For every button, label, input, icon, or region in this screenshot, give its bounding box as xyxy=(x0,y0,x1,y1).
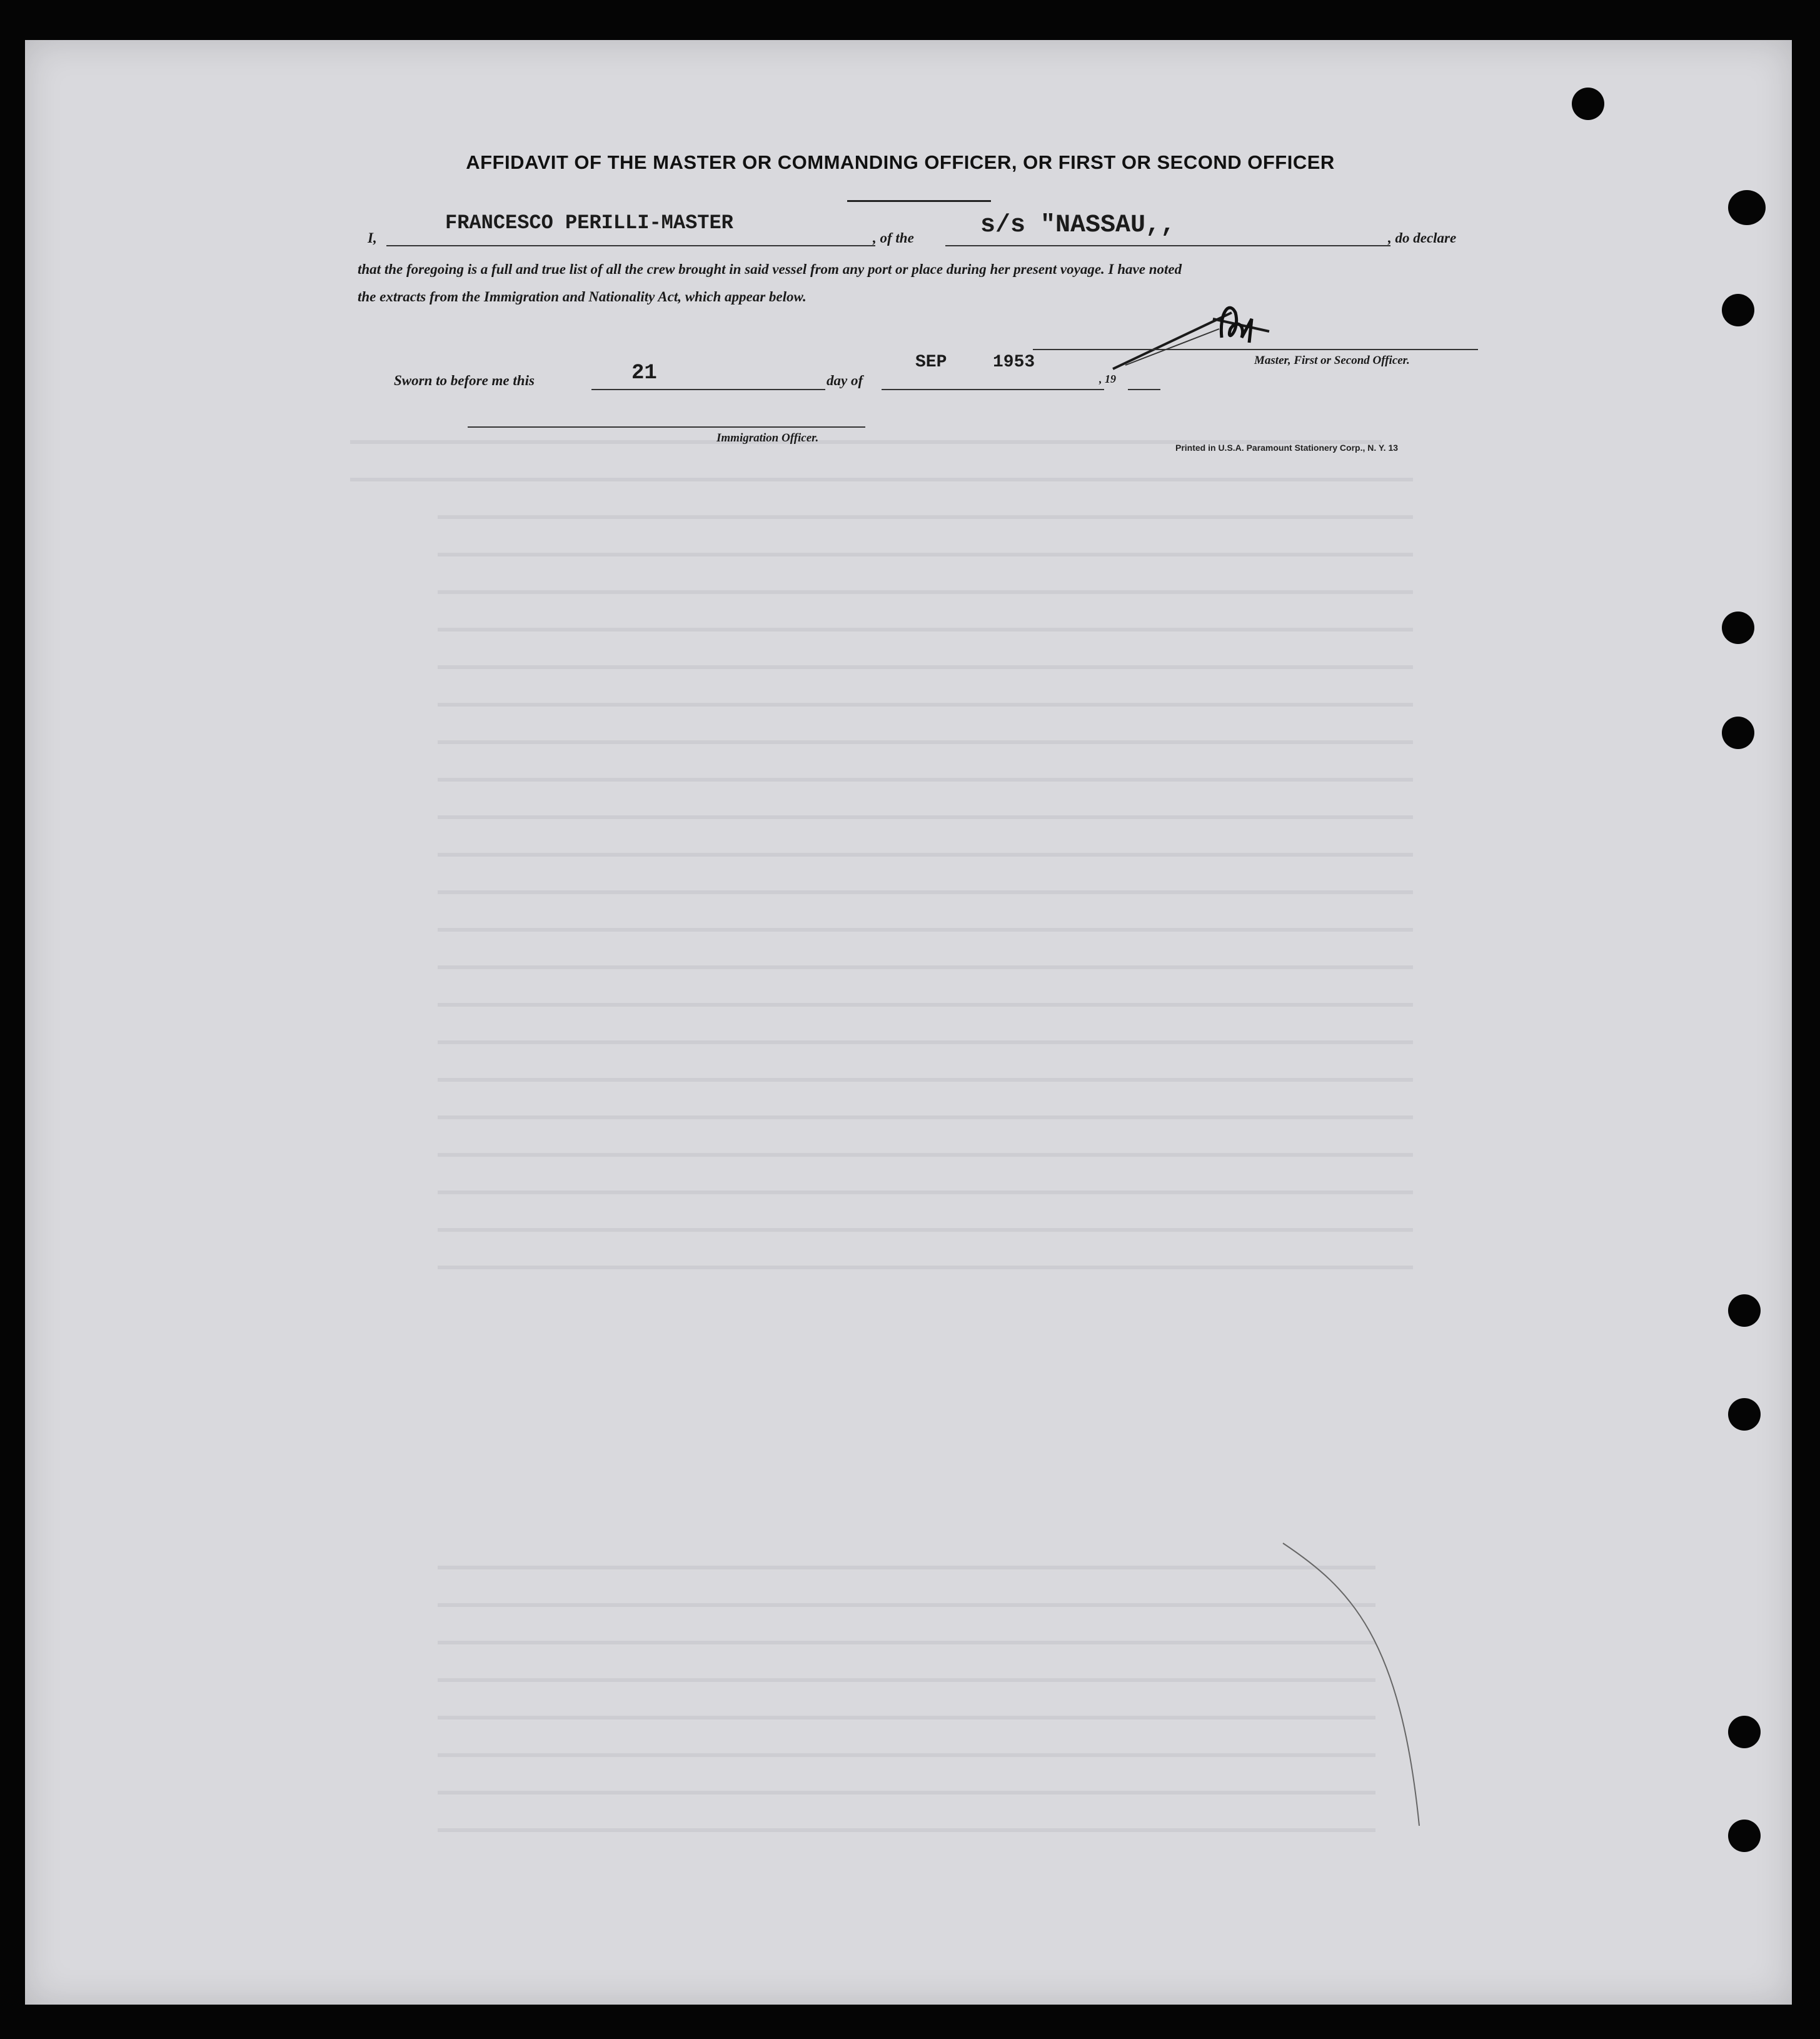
officer-caption: Immigration Officer. xyxy=(716,431,819,445)
document-page xyxy=(25,40,1792,2005)
title-underline xyxy=(847,200,991,202)
line1-of-the: , of the xyxy=(873,230,914,246)
master-name-rule xyxy=(386,245,875,246)
vessel-name: s/s "NASSAU,, xyxy=(980,211,1176,239)
punch-hole xyxy=(1728,1820,1761,1852)
signature-rule xyxy=(1033,349,1478,350)
affidavit-title: AFFIDAVIT OF THE MASTER OR COMMANDING OFFICER, OR FIRST OR SECOND OFFICER xyxy=(466,151,1335,173)
declaration-line-3: the extracts from the Immigration and Nationality Act, which appear below. xyxy=(358,289,807,305)
line1-prefix: I, xyxy=(368,230,377,246)
punch-hole xyxy=(1728,190,1766,225)
punch-hole xyxy=(1728,1294,1761,1327)
sworn-year: 1953 xyxy=(993,353,1035,372)
sworn-month: SEP xyxy=(915,353,947,372)
punch-hole xyxy=(1572,88,1604,120)
officer-rule xyxy=(468,426,865,428)
printer-note: Printed in U.S.A. Paramount Stationery Corp., N. Y. 13 xyxy=(1175,443,1399,453)
punch-hole xyxy=(1722,717,1754,749)
punch-hole xyxy=(1722,612,1754,644)
paper-scratch xyxy=(1275,1538,1425,1838)
line1-suffix: , do declare xyxy=(1388,230,1457,246)
year-prefix: , 19 xyxy=(1099,373,1116,385)
sworn-prefix: Sworn to before me this xyxy=(394,373,535,388)
vessel-name-rule xyxy=(945,245,1390,246)
punch-hole xyxy=(1722,294,1754,326)
sworn-month-rule xyxy=(882,389,1104,390)
declaration-line-2: that the foregoing is a full and true list of all the crew brought in said vessel from any port or place during her present voyage. I have noted xyxy=(358,261,1182,277)
punch-hole xyxy=(1728,1398,1761,1431)
master-name: FRANCESCO PERILLI-MASTER xyxy=(445,211,733,234)
year-rule xyxy=(1128,389,1160,390)
punch-hole xyxy=(1728,1716,1761,1748)
sworn-day-rule xyxy=(591,389,825,390)
sworn-day: 21 xyxy=(631,361,657,385)
master-signature xyxy=(1088,294,1300,381)
day-of-label: day of xyxy=(827,373,863,388)
signature-caption: Master, First or Second Officer. xyxy=(1254,354,1410,367)
